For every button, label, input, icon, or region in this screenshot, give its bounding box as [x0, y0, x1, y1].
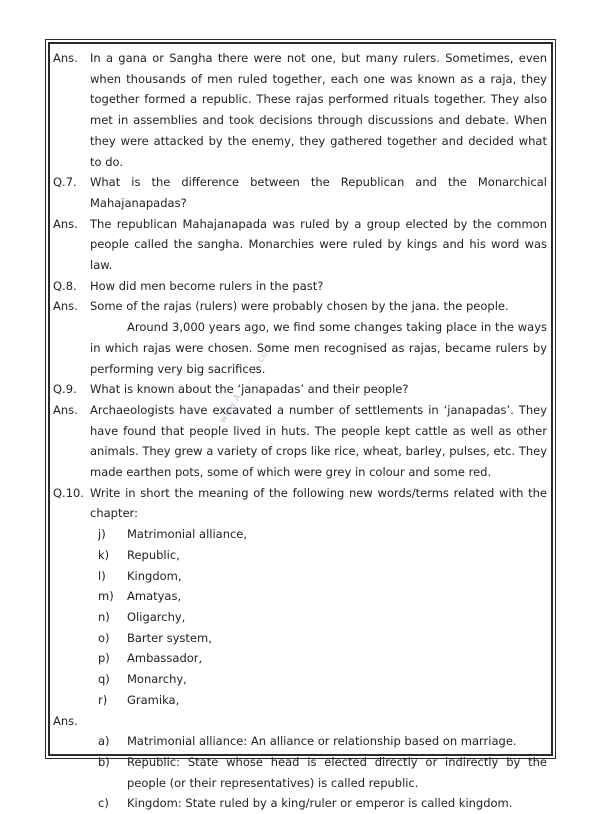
item-text: Monarchy, [127, 672, 187, 687]
item-letter: a) [98, 734, 110, 749]
answer-text: The republican Mahajanapada was ruled by a group elected by the common people called the sangha. Monarchies were ruled by kings and his word was law. [90, 216, 547, 273]
item-letter: l) [98, 568, 106, 583]
qa-block [53, 296, 547, 379]
item-text: Republic, [127, 547, 180, 562]
question-text: What is the difference between the Republican and the Monarchical Mahajanapadas? [90, 175, 547, 210]
item-text: Amatyas, [127, 589, 182, 604]
question-text: How did men become rulers in the past? [90, 278, 324, 293]
qa-block [53, 276, 547, 297]
question-text: What is known about the ‘janapadas’ and their people? [90, 382, 409, 397]
question-text: Write in short the meaning of the following new words/terms related with the chapter: [90, 485, 547, 521]
item-letter: j) [98, 527, 106, 542]
answer-text: Some of the rajas (rulers) were probably chosen by the jana. the people. [90, 299, 509, 314]
item-text: Barter system, [127, 630, 212, 645]
question-label: Q.8. [53, 278, 77, 293]
list-item [90, 648, 547, 669]
answer-label: Ans. [53, 402, 78, 417]
list-item [90, 669, 547, 690]
answer-label: Ans. [53, 51, 78, 65]
list-item [90, 545, 547, 566]
question-label: Q.9. [53, 382, 77, 397]
item-text: Oligarchy, [127, 609, 186, 624]
list-item [90, 690, 547, 711]
qa-block [53, 400, 547, 483]
term-list [90, 524, 547, 710]
qa-block [53, 379, 547, 400]
qa-block [53, 172, 547, 213]
list-item [90, 524, 547, 545]
list-item [90, 607, 547, 628]
answer-label: Ans. [53, 299, 78, 314]
answer-heading-row [53, 711, 547, 732]
watermark-text: www.A.........s.com [218, 341, 276, 426]
item-letter: p) [98, 651, 110, 666]
definition-list [90, 731, 547, 814]
qa-block [53, 483, 547, 711]
item-letter: m) [98, 589, 114, 604]
list-item [90, 566, 547, 587]
list-item [90, 586, 547, 607]
item-letter: n) [98, 609, 110, 624]
qa-block [53, 214, 547, 276]
item-text: Kingdom, [127, 568, 182, 583]
answer-text: In a gana or Sangha there were not one, but many rulers. Sometimes, even when thousands of men ruled together, each one was known as a raja, they together formed a republic. These rajas performed rituals together. They also met in assemblies and took decisions through discussions and debate. When they were attacked by the enemy, they gathered together and decided what to do. [90, 51, 547, 169]
item-letter: q) [98, 672, 110, 687]
item-letter: c) [98, 796, 109, 811]
item-text: Gramika, [127, 692, 180, 707]
definition-block [53, 731, 547, 814]
page-content [53, 48, 547, 814]
item-text: Matrimonial alliance: An alliance or relationship based on marriage. [127, 734, 517, 749]
item-letter: b) [98, 754, 110, 769]
question-label: Q.7. [53, 175, 77, 190]
item-letter: k) [98, 547, 110, 562]
qa-block [53, 48, 547, 172]
item-text: Matrimonial alliance, [127, 527, 248, 542]
answer-label: Ans. [53, 216, 78, 231]
item-text: Republic: State whose head is elected directly or indirectly by the people (or their representatives) is called republic. [127, 754, 547, 790]
answer-text: Archaeologists have excavated a number of settlements in ‘janapadas’. They have found that people lived in huts. The people kept cattle as well as other animals. They grew a variety of crops like rice, wheat, barley, pulses, etc. They made earthen pots, some of which were grey in colour and some red. [90, 402, 547, 480]
question-label: Q.10. [53, 485, 84, 500]
item-letter: o) [98, 630, 110, 645]
list-item [90, 628, 547, 649]
item-text: Kingdom: State ruled by a king/ruler or emperor is called kingdom. [127, 796, 513, 811]
item-text: Ambassador, [127, 651, 203, 666]
answer-text-continued: Around 3,000 years ago, we find some changes taking place in the ways in which rajas were chosen. Some men recognised as rajas, became rulers by performing very big sacrifices. [90, 320, 547, 376]
item-letter: r) [98, 692, 108, 707]
list-item [90, 793, 547, 814]
list-item [90, 731, 547, 752]
answer-label: Ans. [53, 713, 78, 728]
list-item [90, 752, 547, 793]
